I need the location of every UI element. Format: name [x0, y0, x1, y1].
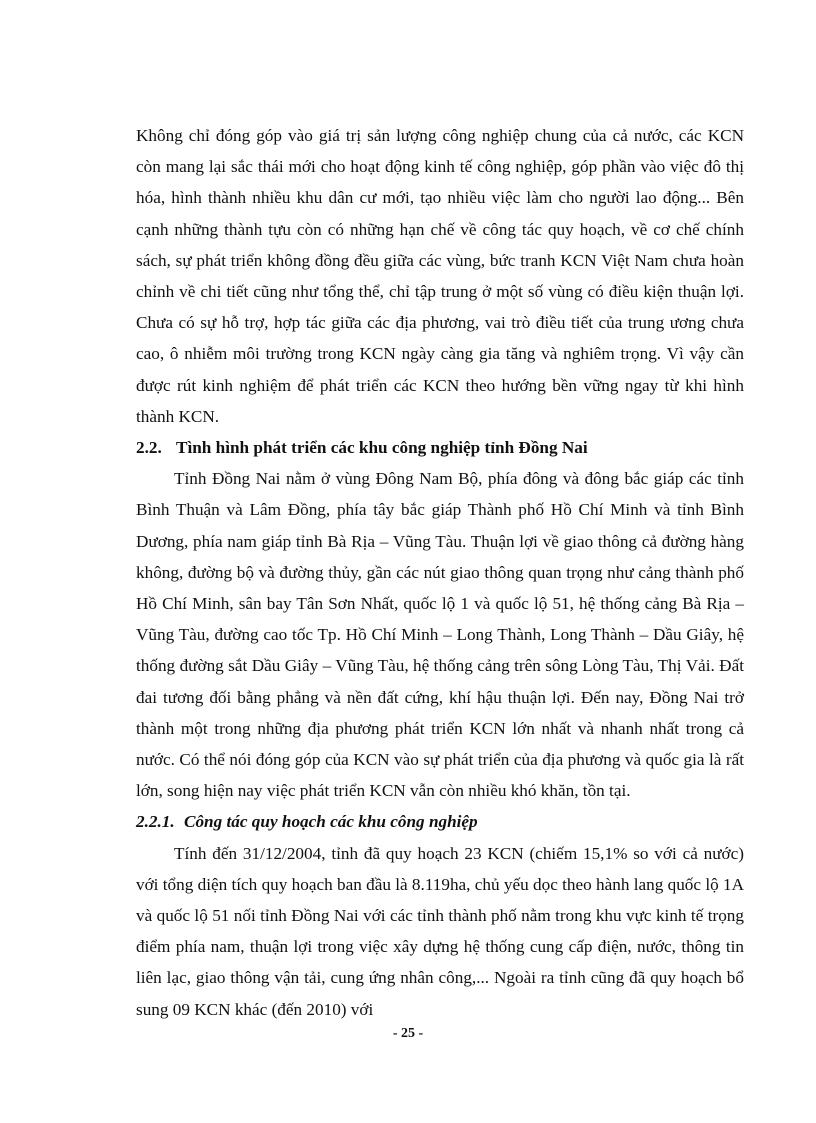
subsection-number: 2.2.1.	[136, 812, 175, 832]
page-number: - 25 -	[392, 1026, 424, 1041]
body-paragraph-2: Tỉnh Đồng Nai nằm ở vùng Đông Nam Bộ, phía đông và đông bắc giáp các tỉnh Bình Thuận và Lâm Đồng, phía tây bắc giáp Thành phố Hồ Chí Minh và tỉnh Bình Dương, phía nam giáp tỉnh Bà Rịa – Vũng Tàu. Thuận lợi về giao thông cả đường hàng không, đường bộ và đường thủy, gần các nút giao thông quan trọng như cảng thành phố Hồ Chí Minh, sân bay Tân Sơn Nhất, quốc lộ 1 và quốc lộ 51, hệ thống cảng Bà Rịa – Vũng Tàu, đường cao tốc Tp. Hồ Chí Minh – Long Thành, Long Thành – Dầu Giây, hệ thống đường sắt Dầu Giây – Vũng Tàu, hệ thống cảng trên sông Lòng Tàu, Thị Vải. Đất đai tương đối bằng phẳng và nền đất cứng, khí hậu thuận lợi. Đến nay, Đồng Nai trở thành một trong những địa phương phát triển KCN lớn nhất và nhanh nhất trong cả nước. Có thể nói đóng góp của KCN vào sự phát triển của địa phương và quốc gia là rất lớn, song hiện nay việc phát triển KCN vẫn còn nhiều khó khăn, tồn tại.	[136, 469, 744, 801]
document-page	[136, 120, 744, 1025]
body-paragraph-3: Tính đến 31/12/2004, tỉnh đã quy hoạch 23 KCN (chiếm 15,1% so với cả nước) với tổng diện tích quy hoạch ban đầu là 8.119ha, chủ yếu dọc theo hành lang quốc lộ 1A và quốc lộ 51 nối tỉnh Đồng Nai với các tỉnh thành phố nằm trong khu vực kinh tế trọng điểm phía nam, thuận lợi trong việc xây dựng hệ thống cung cấp điện, nước, thông tin liên lạc, giao thông vận tải, cung ứng nhân công,... Ngoài ra tỉnh cũng đã quy hoạch bổ sung 09 KCN khác (đến 2010) với	[136, 843, 744, 1019]
section-heading	[136, 432, 744, 463]
section-title: Tình hình phát triển các khu công nghiệp tỉnh Đồng Nai	[176, 438, 588, 458]
body-paragraph-1: Không chỉ đóng góp vào giá trị sản lượng công nghiệp chung của cả nước, các KCN còn mang lại sắc thái mới cho hoạt động kinh tế công nghiệp, góp phần vào việc đô thị hóa, hình thành nhiều khu dân cư mới, tạo nhiều việc làm cho người lao động... Bên cạnh những thành tựu còn có những hạn chế về công tác quy hoạch, về cơ chế chính sách, sự phát triển không đồng đều giữa các vùng, bức tranh KCN Việt Nam chưa hoàn chỉnh về chi tiết cũng như tổng thể, chỉ tập trung ở một số vùng có điều kiện thuận lợi. Chưa có sự hỗ trợ, hợp tác giữa các địa phương, vai trò điều tiết của trung ương chưa cao, ô nhiễm môi trường trong KCN ngày càng gia tăng và nghiêm trọng. Vì vậy cần được rút kinh nghiệm để phát triển các KCN theo hướng bền vững ngay từ khi hình thành KCN.	[136, 126, 744, 426]
subsection-title: Công tác quy hoạch các khu công nghiệp	[184, 812, 478, 832]
subsection-heading	[136, 806, 744, 837]
section-number: 2.2.	[136, 438, 162, 458]
